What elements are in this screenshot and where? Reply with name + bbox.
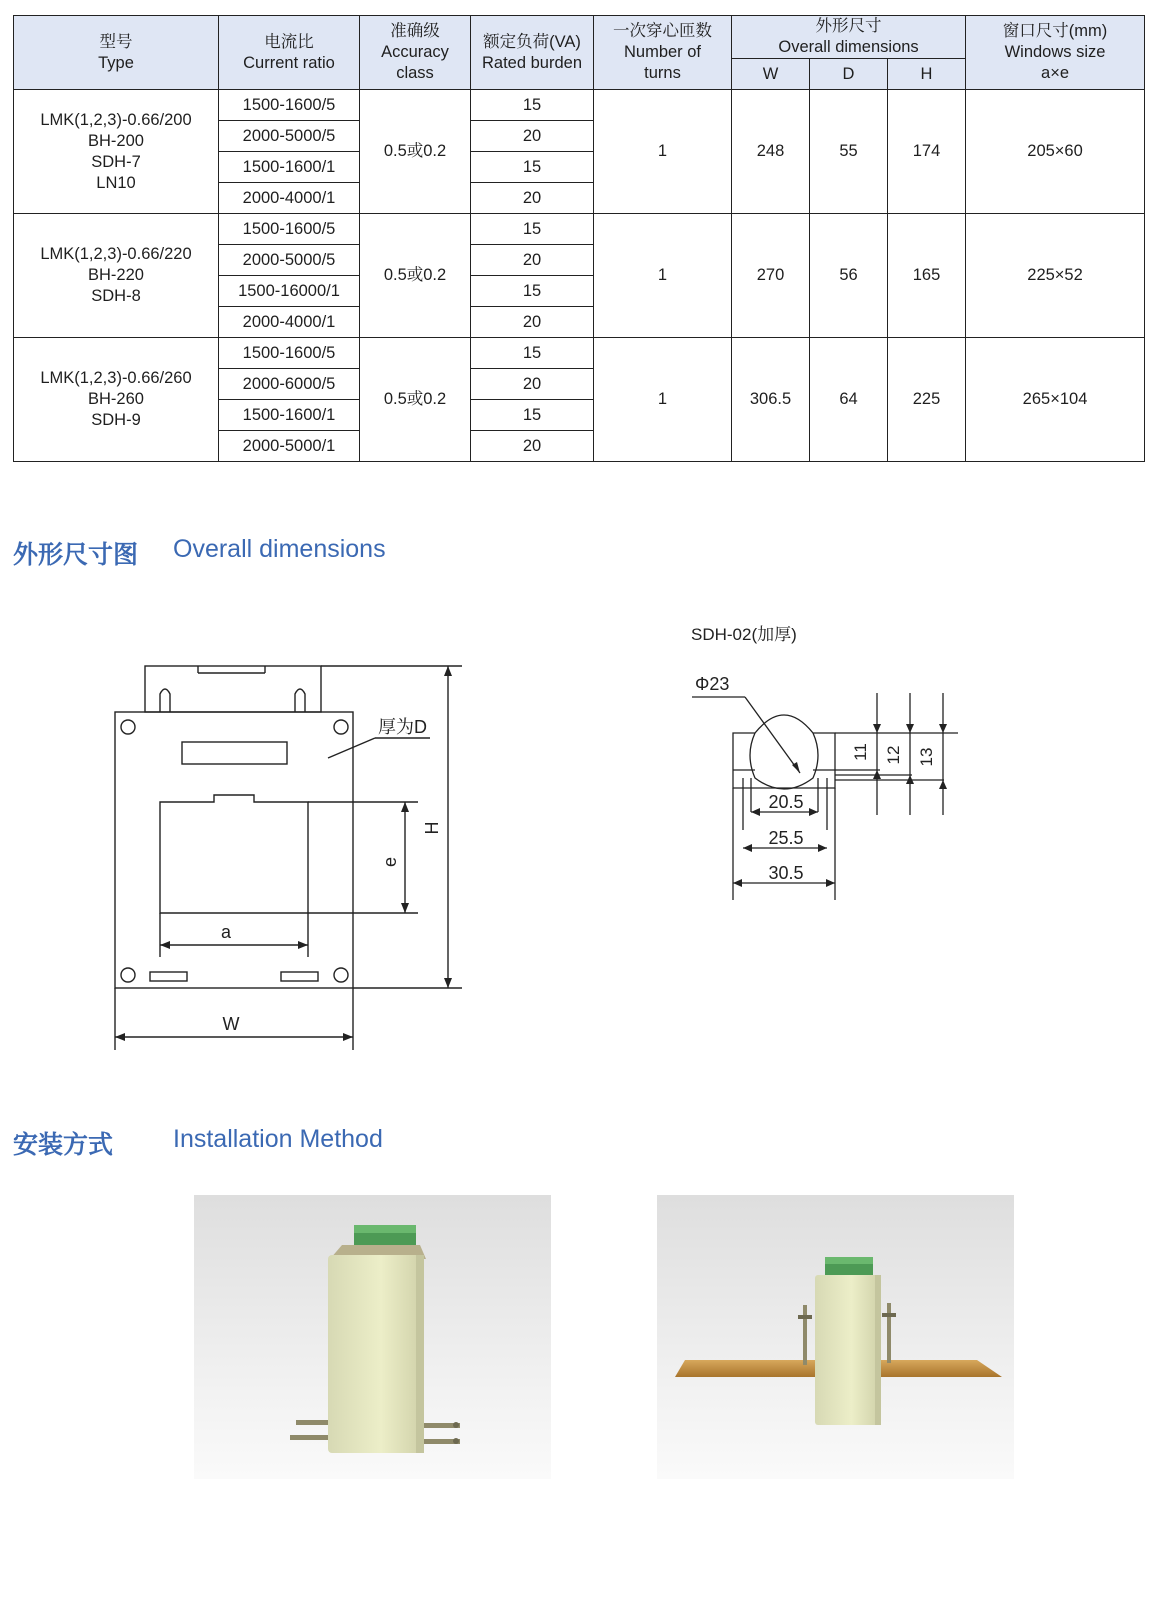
window-cell: 225×52 — [966, 214, 1145, 338]
dim-d-cell: 55 — [810, 90, 888, 214]
label-plate — [182, 742, 287, 764]
busbar-title: SDH-02(加厚) — [691, 625, 797, 644]
ratio-cell: 2000-5000/1 — [219, 431, 360, 462]
dim-label-e: e — [380, 856, 400, 868]
dim-20-5: 20.5 — [768, 792, 804, 812]
ratio-cell: 2000-4000/1 — [219, 307, 360, 338]
dim-11: 11 — [851, 743, 870, 761]
type-cell: LMK(1,2,3)-0.66/260 BH-260 SDH-9 — [14, 338, 219, 462]
header-accuracy: 准确级 Accuracy class — [360, 16, 471, 90]
header-dim-h: H — [888, 59, 966, 90]
table-row — [14, 90, 1145, 121]
spec-table — [13, 15, 1145, 462]
header-current-ratio: 电流比 Current ratio — [219, 16, 360, 90]
installation-photo-busbar — [657, 1195, 1014, 1479]
header-type: 型号 Type — [14, 16, 219, 90]
burden-cell: 20 — [471, 431, 594, 462]
burden-cell: 20 — [471, 121, 594, 152]
dim-h-cell: 174 — [888, 90, 966, 214]
ratio-cell: 1500-1600/1 — [219, 400, 360, 431]
dim-d-cell: 56 — [810, 214, 888, 338]
dim-25-5: 25.5 — [768, 828, 804, 848]
dim-h-cell: 225 — [888, 338, 966, 462]
dim-label-w: W — [222, 1014, 240, 1034]
dim-w-cell: 270 — [732, 214, 810, 338]
dim-12: 12 — [884, 745, 903, 765]
section-title-installation: 安装方式 Installation Method — [13, 1125, 383, 1159]
ratio-cell: 1500-1600/5 — [219, 338, 360, 369]
burden-cell: 20 — [471, 183, 594, 214]
window-cell: 265×104 — [966, 338, 1145, 462]
burden-cell: 20 — [471, 369, 594, 400]
dim-w-cell: 306.5 — [732, 338, 810, 462]
table-row — [14, 214, 1145, 245]
header-dim-d: D — [810, 59, 888, 90]
dim-w-cell: 248 — [732, 90, 810, 214]
burden-cell: 15 — [471, 214, 594, 245]
burden-cell: 15 — [471, 152, 594, 183]
type-cell: LMK(1,2,3)-0.66/200 BH-200 SDH-7 LN10 — [14, 90, 219, 214]
ratio-cell: 1500-16000/1 — [219, 276, 360, 307]
transformer-photo-illustration — [194, 1195, 551, 1479]
ratio-cell: 1500-1600/5 — [219, 90, 360, 121]
header-dim-w: W — [732, 59, 810, 90]
header-window-size: 窗口尺寸(mm) Windows size a×e — [966, 16, 1145, 90]
accuracy-cell: 0.5或0.2 — [360, 214, 471, 338]
ratio-cell: 1500-1600/1 — [219, 152, 360, 183]
accuracy-cell: 0.5或0.2 — [360, 90, 471, 214]
window-opening — [160, 795, 308, 913]
ratio-cell: 2000-4000/1 — [219, 183, 360, 214]
window-cell: 205×60 — [966, 90, 1145, 214]
dim-h-cell: 165 — [888, 214, 966, 338]
header-rated-burden: 额定负荷(VA) Rated burden — [471, 16, 594, 90]
burden-cell: 20 — [471, 307, 594, 338]
turns-cell: 1 — [594, 338, 732, 462]
dim-label-h: H — [422, 821, 442, 835]
diameter-label: Φ23 — [695, 674, 730, 694]
mount-hole — [121, 720, 135, 734]
accuracy-cell: 0.5或0.2 — [360, 338, 471, 462]
turns-cell: 1 — [594, 214, 732, 338]
section-title-dimensions: 外形尺寸图 Overall dimensions — [13, 535, 386, 569]
mount-hole — [334, 968, 348, 982]
ratio-cell: 2000-5000/5 — [219, 245, 360, 276]
table-row — [14, 338, 1145, 369]
ratio-cell: 2000-6000/5 — [219, 369, 360, 400]
ratio-cell: 1500-1600/5 — [219, 214, 360, 245]
header-dimensions: 外形尺寸 Overall dimensions — [732, 16, 966, 59]
burden-cell: 15 — [471, 90, 594, 121]
turns-cell: 1 — [594, 90, 732, 214]
burden-cell: 15 — [471, 276, 594, 307]
mount-hole — [334, 720, 348, 734]
type-cell: LMK(1,2,3)-0.66/220 BH-220 SDH-8 — [14, 214, 219, 338]
ratio-cell: 2000-5000/5 — [219, 121, 360, 152]
burden-cell: 15 — [471, 400, 594, 431]
thickness-label: 厚为D — [378, 717, 427, 737]
dim-label-a: a — [220, 922, 232, 942]
dim-d-cell: 64 — [810, 338, 888, 462]
dimension-drawing — [0, 560, 1157, 1060]
transformer-body — [115, 712, 353, 988]
burden-cell: 20 — [471, 245, 594, 276]
dim-13: 13 — [917, 747, 936, 767]
dim-30-5: 30.5 — [768, 863, 804, 883]
burden-cell: 15 — [471, 338, 594, 369]
mount-hole — [121, 968, 135, 982]
header-turns: 一次穿心匝数 Number of turns — [594, 16, 732, 90]
busbar-photo-illustration — [657, 1195, 1014, 1479]
installation-photo-terminals — [194, 1195, 551, 1479]
